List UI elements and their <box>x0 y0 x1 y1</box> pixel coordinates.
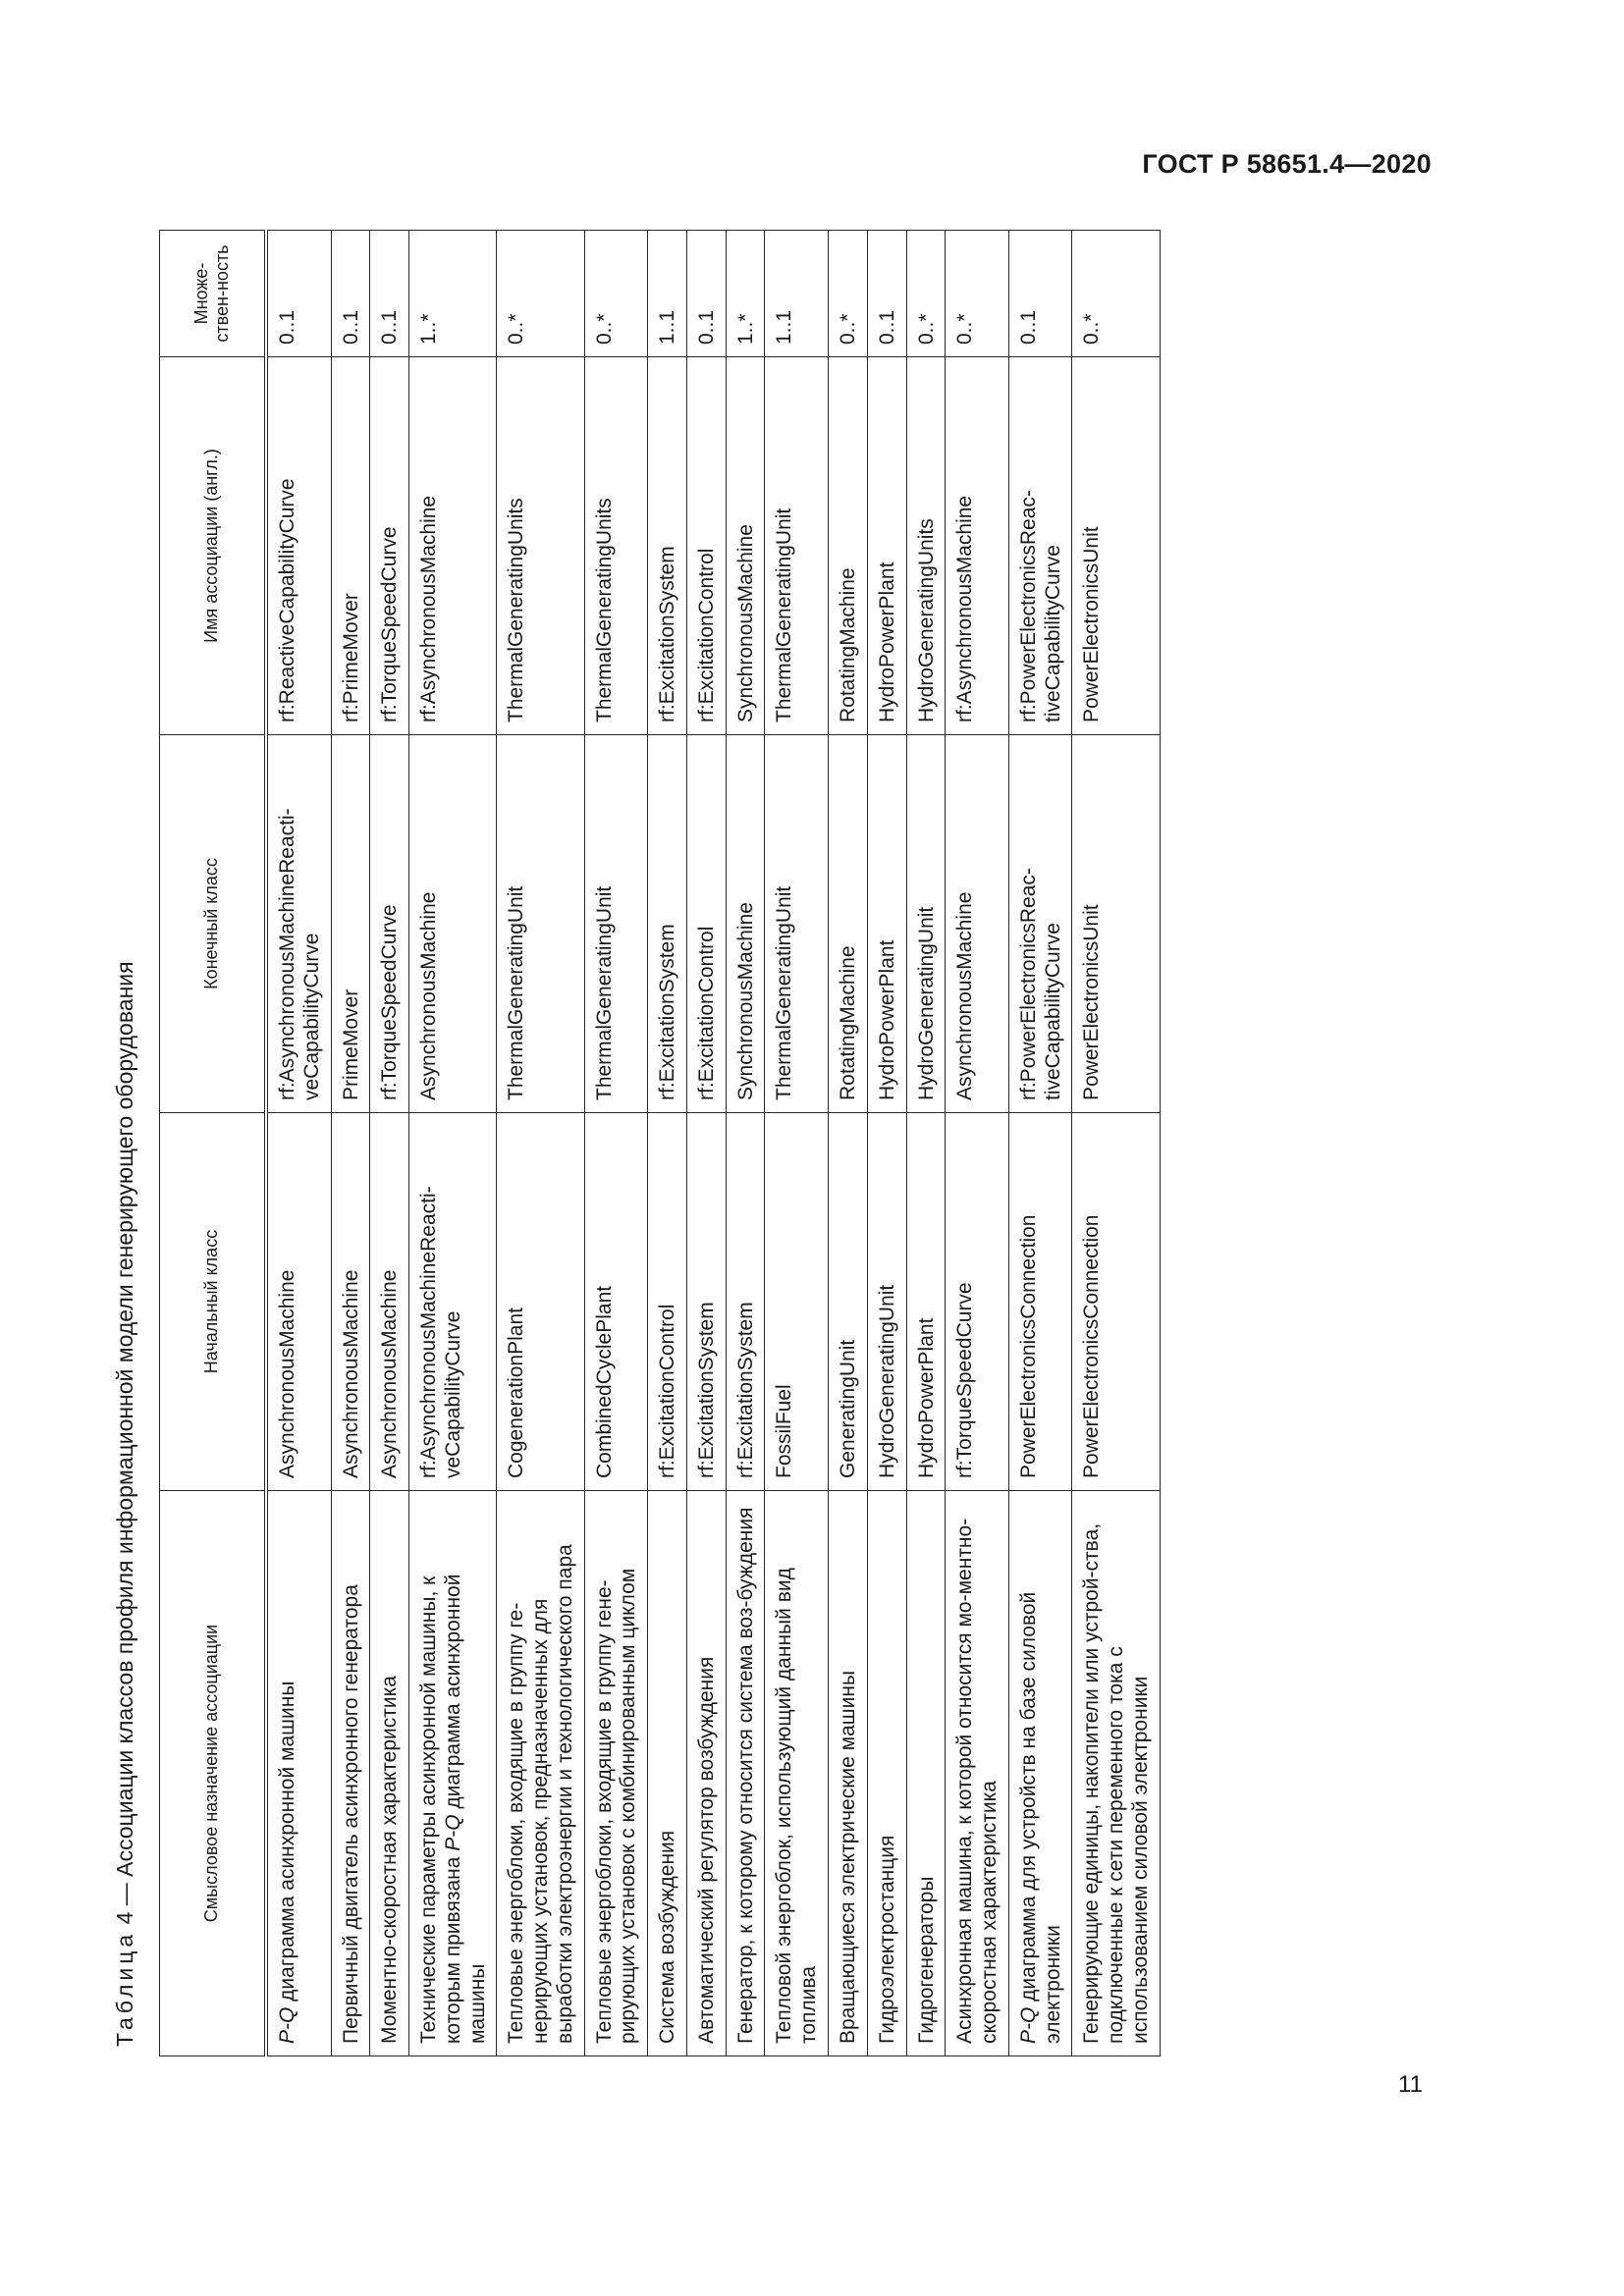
cell-association-name: rf:ExcitationSystem <box>648 357 687 735</box>
cell-association-name: ThermalGeneratingUnit <box>765 357 829 735</box>
table-row <box>370 231 409 2056</box>
cell-association-name: rf:TorqueSpeedCurve <box>370 357 409 735</box>
table-row <box>409 231 497 2056</box>
cell-multiplicity: 1..1 <box>648 231 687 357</box>
cell-start-class: rf:ExcitationSystem <box>726 1113 765 1491</box>
page-number: 11 <box>1398 2071 1423 2098</box>
purpose-text: Тепловые энергоблоки, входящие в группу ге-нерирующих установок, предназначенных для выработки электроэнергии и технологического пара <box>505 1544 576 2044</box>
cell-purpose <box>497 1491 584 2056</box>
cell-end-class: rf:PowerElectronicsReac-tiveCapabilityCurve <box>1008 735 1072 1113</box>
cell-multiplicity: 0..* <box>497 231 584 357</box>
cell-association-name: rf:PowerElectronicsReac-tiveCapabilityCurve <box>1008 357 1072 735</box>
caption-number: 4 <box>112 1911 137 1925</box>
cell-end-class: PowerElectronicsUnit <box>1072 735 1160 1113</box>
cell-association-name: rf:AsynchronousMachine <box>946 357 1009 735</box>
cell-end-class: AsynchronousMachine <box>946 735 1009 1113</box>
table-row <box>1072 231 1160 2056</box>
cell-association-name: rf:AsynchronousMachine <box>409 357 497 735</box>
table-header-row <box>160 231 267 2056</box>
cell-multiplicity: 0..1 <box>1008 231 1072 357</box>
cell-purpose <box>906 1491 946 2056</box>
cell-multiplicity: 0..* <box>1072 231 1160 357</box>
header-end-class: Конечный класс <box>160 735 267 1113</box>
table-row <box>331 231 370 2056</box>
cell-end-class: ThermalGeneratingUnit <box>497 735 584 1113</box>
purpose-text: Вращающиеся электрические машины <box>837 1670 860 2044</box>
cell-multiplicity: 0..1 <box>370 231 409 357</box>
cell-multiplicity: 0..1 <box>266 231 331 357</box>
purpose-text: диаграмма асинхронной машины <box>276 1681 298 2007</box>
cell-multiplicity: 1..1 <box>765 231 829 357</box>
purpose-text: диаграмма для устройств на базе силовой электроники <box>1016 1591 1064 2044</box>
purpose-italic-text: P-Q <box>441 1814 464 1851</box>
cell-end-class: RotatingMachine <box>829 735 868 1113</box>
table-row <box>829 231 868 2056</box>
cell-purpose <box>726 1491 765 2056</box>
cell-association-name: rf:ExcitationControl <box>686 357 726 735</box>
cell-end-class: PrimeMover <box>331 735 370 1113</box>
cell-association-name: PowerElectronicsUnit <box>1072 357 1160 735</box>
cell-multiplicity: 0..1 <box>686 231 726 357</box>
header-purpose: Смысловое назначение ассоциации <box>160 1491 267 2056</box>
cell-start-class: CombinedCyclePlant <box>584 1113 648 1491</box>
cell-purpose <box>829 1491 868 2056</box>
cell-end-class: SynchronousMachine <box>726 735 765 1113</box>
caption-text: — Ассоциации классов профиля информационной модели генерирующего оборудования <box>112 961 137 1906</box>
cell-end-class: ThermalGeneratingUnit <box>584 735 648 1113</box>
cell-purpose <box>584 1491 648 2056</box>
cell-purpose <box>946 1491 1009 2056</box>
table-row <box>1008 231 1072 2056</box>
purpose-text: Тепловой энергоблок, использующий данный вид топлива <box>773 1568 821 2044</box>
header-start-class: Начальный класс <box>160 1113 267 1491</box>
cell-purpose <box>867 1491 906 2056</box>
purpose-text: Автоматический регулятор возбуждения <box>694 1656 718 2044</box>
cell-end-class: rf:AsynchronousMachineReacti-veCapabilityCurve <box>266 735 331 1113</box>
purpose-text: Гидроэлектростанция <box>875 1835 898 2044</box>
cell-end-class: rf:TorqueSpeedCurve <box>370 735 409 1113</box>
table-row <box>946 231 1009 2056</box>
purpose-text: Система возбуждения <box>656 1830 679 2044</box>
cell-start-class: FossilFuel <box>765 1113 829 1491</box>
cell-end-class: HydroPowerPlant <box>867 735 906 1113</box>
purpose-text: Тепловые энергоблоки, входящие в группу гене-рирующих установок с комбинированным циклом <box>592 1568 640 2044</box>
cell-purpose <box>765 1491 829 2056</box>
cell-multiplicity: 0..1 <box>867 231 906 357</box>
cell-purpose <box>370 1491 409 2056</box>
purpose-text: Первичный двигатель асинхронного генератора <box>339 1584 362 2044</box>
purpose-text: Гидрогенераторы <box>914 1876 938 2044</box>
cell-start-class: CogenerationPlant <box>497 1113 584 1491</box>
table-row <box>906 231 946 2056</box>
header-association-name: Имя ассоциации (англ.) <box>160 357 267 735</box>
cell-start-class: AsynchronousMachine <box>266 1113 331 1491</box>
table-row <box>497 231 584 2056</box>
cell-start-class: rf:AsynchronousMachineReacti-veCapabilityCurve <box>409 1113 497 1491</box>
purpose-text: Генерирующие единицы, накопители или устрой-ства, подключенные к сети переменного тока с использованием силовой электроники <box>1080 1522 1152 2044</box>
rotated-table-area <box>106 10 1392 2071</box>
purpose-text: Генератор, к которому относится система воз-буждения <box>733 1507 757 2044</box>
table-row <box>867 231 906 2056</box>
table-row <box>765 231 829 2056</box>
cell-multiplicity: 0..* <box>584 231 648 357</box>
cell-association-name: ThermalGeneratingUnits <box>584 357 648 735</box>
table-row <box>726 231 765 2056</box>
header-multiplicity: Множе-ствен-ность <box>160 231 267 357</box>
cell-multiplicity: 1..* <box>726 231 765 357</box>
table-caption <box>112 961 138 2047</box>
purpose-text: диаграмма асинхронной машины <box>441 1574 489 2044</box>
purpose-text: Технические параметры асинхронной машины, к которым привязана <box>417 1575 464 2044</box>
cell-association-name: HydroGeneratingUnits <box>906 357 946 735</box>
cell-association-name: HydroPowerPlant <box>867 357 906 735</box>
cell-start-class: rf:TorqueSpeedCurve <box>946 1113 1009 1491</box>
table-body <box>266 231 1160 2056</box>
table-row <box>686 231 726 2056</box>
cell-start-class: PowerElectronicsConnection <box>1008 1113 1072 1491</box>
cell-multiplicity: 0..1 <box>331 231 370 357</box>
cell-start-class: GeneratingUnit <box>829 1113 868 1491</box>
cell-multiplicity: 0..* <box>829 231 868 357</box>
cell-end-class: rf:ExcitationControl <box>686 735 726 1113</box>
cell-purpose <box>1072 1491 1160 2056</box>
cell-association-name: RotatingMachine <box>829 357 868 735</box>
cell-start-class: HydroGeneratingUnit <box>867 1113 906 1491</box>
cell-multiplicity: 0..* <box>946 231 1009 357</box>
cell-purpose <box>1008 1491 1072 2056</box>
cell-end-class: AsynchronousMachine <box>409 735 497 1113</box>
table-row <box>648 231 687 2056</box>
cell-start-class: PowerElectronicsConnection <box>1072 1113 1160 1491</box>
cell-purpose <box>331 1491 370 2056</box>
cell-purpose <box>686 1491 726 2056</box>
purpose-italic-text: P-Q <box>1016 2006 1040 2044</box>
purpose-text: Моментно-скоростная характеристика <box>378 1676 402 2044</box>
cell-multiplicity: 0..* <box>906 231 946 357</box>
cell-start-class: AsynchronousMachine <box>331 1113 370 1491</box>
cell-start-class: rf:ExcitationSystem <box>686 1113 726 1491</box>
cell-end-class: HydroGeneratingUnit <box>906 735 946 1113</box>
purpose-text: Асинхронная машина, к которой относится мо-ментно-скоростная характеристика <box>953 1518 1001 2044</box>
document-id: ГОСТ Р 58651.4—2020 <box>1142 149 1432 179</box>
cell-association-name: ThermalGeneratingUnits <box>497 357 584 735</box>
cell-start-class: HydroPowerPlant <box>906 1113 946 1491</box>
cell-purpose <box>266 1491 331 2056</box>
cell-association-name: rf:ReactiveCapabilityCurve <box>266 357 331 735</box>
table-row <box>266 231 331 2056</box>
cell-start-class: rf:ExcitationControl <box>648 1113 687 1491</box>
table-row <box>584 231 648 2056</box>
cell-purpose <box>648 1491 687 2056</box>
cell-start-class: AsynchronousMachine <box>370 1113 409 1491</box>
purpose-italic-text: P-Q <box>276 2006 298 2044</box>
associations-table <box>159 230 1161 2056</box>
cell-association-name: rf:PrimeMover <box>331 357 370 735</box>
cell-association-name: SynchronousMachine <box>726 357 765 735</box>
cell-end-class: rf:ExcitationSystem <box>648 735 687 1113</box>
cell-end-class: ThermalGeneratingUnit <box>765 735 829 1113</box>
cell-multiplicity: 1..* <box>409 231 497 357</box>
cell-purpose <box>409 1491 497 2056</box>
caption-label: Таблица <box>112 1930 137 2047</box>
